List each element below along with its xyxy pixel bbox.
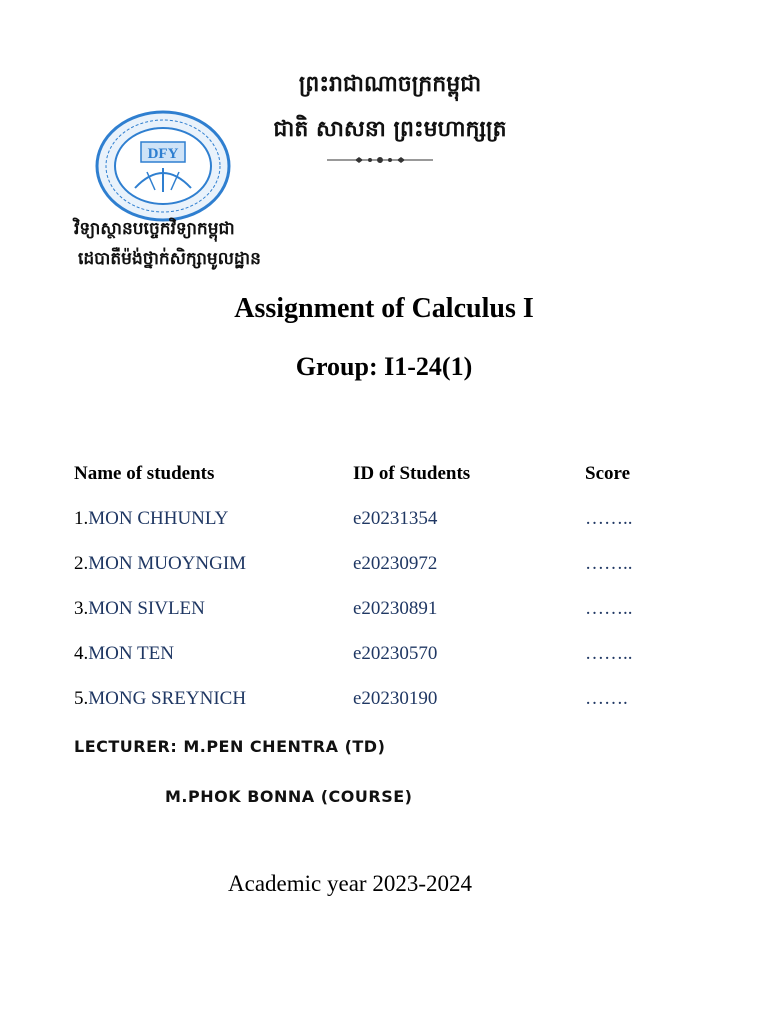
student-name-cell: 2.MON MUOYNGIM	[74, 553, 247, 574]
table-header-score: Score	[585, 463, 631, 484]
score-cell: ……..	[585, 508, 633, 529]
score-cell: …….	[585, 688, 628, 709]
table-header-name: Name of students	[74, 463, 215, 484]
student-name-cell: 5.MONG SREYNICH	[74, 688, 247, 709]
student-name-cell: 4.MON TEN	[74, 643, 174, 664]
lecturer-course: M.PHOK BONNA (COURSE)	[165, 787, 413, 806]
logo-text: DFY	[147, 146, 179, 162]
student-name-cell: 1.MON CHHUNLY	[74, 508, 229, 529]
group-label: Group: I1-24(1)	[295, 352, 473, 381]
khmer-motto-heading: ជាតិ សាសនា ព្រះមហាក្សត្រ	[273, 117, 507, 142]
student-id-cell: e20230972	[353, 553, 438, 574]
academic-year: Academic year 2023-2024	[228, 871, 472, 896]
score-cell: ……..	[585, 643, 633, 664]
student-id-cell: e20230570	[353, 643, 438, 664]
institute-name: វិទ្យាស្ថានបច្ចេកវិទ្យាកម្ពុជា	[74, 219, 235, 239]
student-id-cell: e20231354	[353, 508, 438, 529]
score-cell: ……..	[585, 598, 633, 619]
institute-logo-icon	[95, 110, 231, 222]
student-name-cell: 3.MON SIVLEN	[74, 598, 205, 619]
document-title: Assignment of Calculus I	[234, 293, 534, 324]
table-header-id: ID of Students	[353, 463, 471, 484]
score-cell: ……..	[585, 553, 633, 574]
student-id-cell: e20230190	[353, 688, 438, 709]
student-id-cell: e20230891	[353, 598, 438, 619]
khmer-kingdom-heading: ព្រះរាជាណាចក្រកម្ពុជា	[298, 72, 482, 97]
department-name: ដេបាតឺម៉ង់ថ្នាក់សិក្សាមូលដ្ឋាន	[78, 249, 261, 269]
lecturer-td: LECTURER: M.PEN CHENTRA (TD)	[74, 737, 386, 756]
ornament-divider-icon	[325, 150, 435, 170]
